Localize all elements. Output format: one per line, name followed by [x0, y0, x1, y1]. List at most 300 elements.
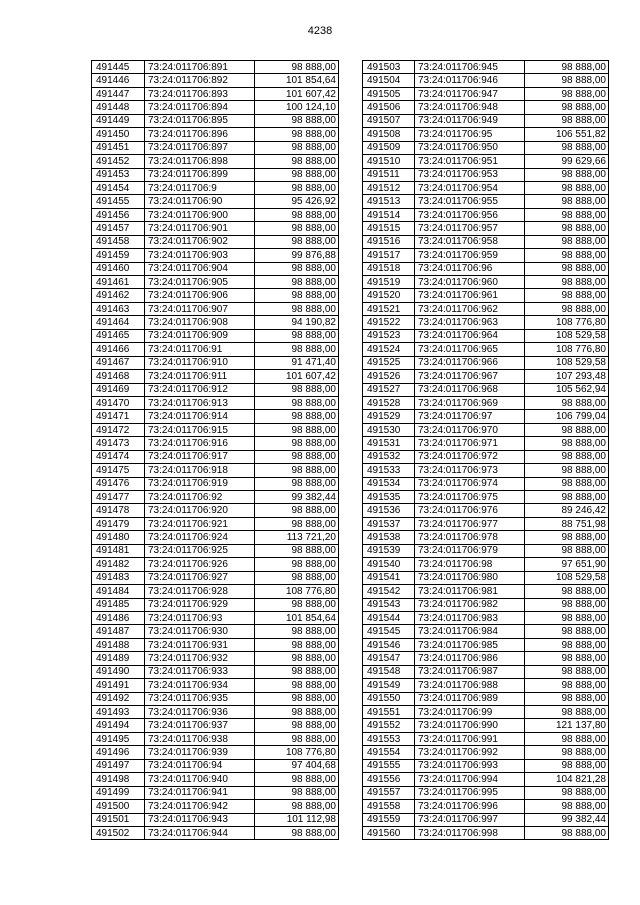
row-number-cell: 491521 [363, 302, 415, 315]
table-row [363, 706, 609, 719]
value-cell: 98 888,00 [525, 692, 609, 705]
row-number-cell: 491512 [363, 181, 415, 194]
table-row [92, 746, 339, 759]
row-number-cell: 491550 [363, 692, 415, 705]
row-number-cell: 491525 [363, 356, 415, 369]
table-row [363, 235, 609, 248]
row-number-cell: 491468 [92, 370, 145, 383]
row-number-cell: 491480 [92, 531, 145, 544]
cadastral-number-cell: 73:24:011706:990 [415, 719, 525, 732]
row-number-cell: 491511 [363, 168, 415, 181]
row-number-cell: 491464 [92, 316, 145, 329]
value-cell: 98 888,00 [525, 235, 609, 248]
value-cell: 98 888,00 [255, 692, 339, 705]
table-row [92, 87, 339, 100]
value-cell: 98 888,00 [525, 87, 609, 100]
value-cell: 98 888,00 [525, 195, 609, 208]
cadastral-number-cell: 73:24:011706:911 [145, 370, 255, 383]
row-number-cell: 491476 [92, 477, 145, 490]
row-number-cell: 491534 [363, 477, 415, 490]
cadastral-number-cell: 73:24:011706:950 [415, 141, 525, 154]
table-row [363, 719, 609, 732]
cadastral-number-cell: 73:24:011706:912 [145, 383, 255, 396]
value-cell: 101 854,64 [255, 74, 339, 87]
row-number-cell: 491506 [363, 101, 415, 114]
value-cell: 98 888,00 [255, 410, 339, 423]
value-cell: 98 888,00 [525, 181, 609, 194]
value-cell: 98 888,00 [255, 450, 339, 463]
value-cell: 98 888,00 [525, 437, 609, 450]
cadastral-number-cell: 73:24:011706:979 [415, 544, 525, 557]
table-row [92, 558, 339, 571]
table-row [363, 813, 609, 826]
table-row [92, 155, 339, 168]
value-cell: 98 888,00 [255, 558, 339, 571]
row-number-cell: 491546 [363, 638, 415, 651]
table-row [363, 222, 609, 235]
cadastral-number-cell: 73:24:011706:981 [415, 585, 525, 598]
table-row [363, 544, 609, 557]
value-cell: 98 888,00 [255, 652, 339, 665]
cadastral-number-cell: 73:24:011706:998 [415, 826, 525, 839]
row-number-cell: 491515 [363, 222, 415, 235]
cadastral-number-cell: 73:24:011706:907 [145, 302, 255, 315]
value-cell: 98 888,00 [255, 504, 339, 517]
value-cell: 99 876,88 [255, 249, 339, 262]
row-number-cell: 491460 [92, 262, 145, 275]
row-number-cell: 491467 [92, 356, 145, 369]
cadastral-number-cell: 73:24:011706:931 [145, 638, 255, 651]
row-number-cell: 491474 [92, 450, 145, 463]
cadastral-number-cell: 73:24:011706:967 [415, 370, 525, 383]
table-row [92, 235, 339, 248]
row-number-cell: 491551 [363, 706, 415, 719]
value-cell: 98 888,00 [525, 491, 609, 504]
value-cell: 98 888,00 [255, 168, 339, 181]
row-number-cell: 491457 [92, 222, 145, 235]
row-number-cell: 491472 [92, 423, 145, 436]
cadastral-number-cell: 73:24:011706:961 [415, 289, 525, 302]
row-number-cell: 491545 [363, 625, 415, 638]
value-cell: 98 888,00 [525, 786, 609, 799]
value-cell: 98 888,00 [255, 396, 339, 409]
table-row [92, 719, 339, 732]
cadastral-number-cell: 73:24:011706:969 [415, 396, 525, 409]
value-cell: 98 888,00 [525, 598, 609, 611]
table-row [92, 598, 339, 611]
row-number-cell: 491493 [92, 706, 145, 719]
value-cell: 98 888,00 [255, 302, 339, 315]
cadastral-number-cell: 73:24:011706:98 [415, 558, 525, 571]
row-number-cell: 491544 [363, 611, 415, 624]
cadastral-number-cell: 73:24:011706:942 [145, 800, 255, 813]
table-row [92, 262, 339, 275]
row-number-cell: 491553 [363, 732, 415, 745]
row-number-cell: 491541 [363, 571, 415, 584]
row-number-cell: 491509 [363, 141, 415, 154]
cadastral-number-cell: 73:24:011706:93 [145, 611, 255, 624]
table-row [92, 759, 339, 772]
cadastral-number-cell: 73:24:011706:930 [145, 625, 255, 638]
table-row [92, 128, 339, 141]
row-number-cell: 491478 [92, 504, 145, 517]
value-cell: 98 888,00 [525, 61, 609, 74]
table-row [363, 168, 609, 181]
value-cell: 99 382,44 [525, 813, 609, 826]
row-number-cell: 491484 [92, 585, 145, 598]
cadastral-number-cell: 73:24:011706:934 [145, 679, 255, 692]
row-number-cell: 491531 [363, 437, 415, 450]
table-row [92, 652, 339, 665]
row-number-cell: 491471 [92, 410, 145, 423]
value-cell: 98 888,00 [255, 141, 339, 154]
row-number-cell: 491518 [363, 262, 415, 275]
cadastral-number-cell: 73:24:011706:921 [145, 517, 255, 530]
row-number-cell: 491498 [92, 773, 145, 786]
registry-table-left [91, 60, 339, 840]
value-cell: 98 888,00 [255, 329, 339, 342]
table-row [363, 759, 609, 772]
cadastral-number-cell: 73:24:011706:903 [145, 249, 255, 262]
row-number-cell: 491554 [363, 746, 415, 759]
value-cell: 98 888,00 [255, 208, 339, 221]
cadastral-number-cell: 73:24:011706:946 [415, 74, 525, 87]
table-row [92, 706, 339, 719]
cadastral-number-cell: 73:24:011706:899 [145, 168, 255, 181]
value-cell: 104 821,28 [525, 773, 609, 786]
cadastral-number-cell: 73:24:011706:954 [415, 181, 525, 194]
row-number-cell: 491479 [92, 517, 145, 530]
row-number-cell: 491540 [363, 558, 415, 571]
cadastral-number-cell: 73:24:011706:897 [145, 141, 255, 154]
row-number-cell: 491543 [363, 598, 415, 611]
table-row [92, 665, 339, 678]
value-cell: 106 799,04 [525, 410, 609, 423]
value-cell: 108 529,58 [525, 571, 609, 584]
cadastral-number-cell: 73:24:011706:963 [415, 316, 525, 329]
value-cell: 89 246,42 [525, 504, 609, 517]
value-cell: 98 888,00 [255, 786, 339, 799]
cadastral-number-cell: 73:24:011706:914 [145, 410, 255, 423]
row-number-cell: 491556 [363, 773, 415, 786]
cadastral-number-cell: 73:24:011706:997 [415, 813, 525, 826]
table-row [92, 786, 339, 799]
cadastral-number-cell: 73:24:011706:945 [415, 61, 525, 74]
value-cell: 98 888,00 [255, 181, 339, 194]
value-cell: 98 888,00 [255, 235, 339, 248]
value-cell: 98 888,00 [255, 437, 339, 450]
value-cell: 98 888,00 [255, 625, 339, 638]
cadastral-number-cell: 73:24:011706:896 [145, 128, 255, 141]
row-number-cell: 491555 [363, 759, 415, 772]
table-row [363, 773, 609, 786]
cadastral-number-cell: 73:24:011706:956 [415, 208, 525, 221]
value-cell: 98 888,00 [525, 101, 609, 114]
row-number-cell: 491507 [363, 114, 415, 127]
cadastral-number-cell: 73:24:011706:901 [145, 222, 255, 235]
table-row [363, 800, 609, 813]
value-cell: 108 776,80 [255, 585, 339, 598]
row-number-cell: 491549 [363, 679, 415, 692]
table-row [92, 302, 339, 315]
table-row [363, 504, 609, 517]
table-row [92, 114, 339, 127]
row-number-cell: 491524 [363, 343, 415, 356]
row-number-cell: 491465 [92, 329, 145, 342]
cadastral-number-cell: 73:24:011706:978 [415, 531, 525, 544]
value-cell: 98 888,00 [525, 249, 609, 262]
cadastral-number-cell: 73:24:011706:900 [145, 208, 255, 221]
row-number-cell: 491526 [363, 370, 415, 383]
table-row [363, 585, 609, 598]
row-number-cell: 491473 [92, 437, 145, 450]
cadastral-number-cell: 73:24:011706:992 [415, 746, 525, 759]
row-number-cell: 491447 [92, 87, 145, 100]
row-number-cell: 491449 [92, 114, 145, 127]
table-row [92, 517, 339, 530]
value-cell: 98 888,00 [525, 141, 609, 154]
value-cell: 98 888,00 [525, 464, 609, 477]
registry-table-right [362, 60, 609, 840]
value-cell: 101 607,42 [255, 87, 339, 100]
value-cell: 98 888,00 [255, 638, 339, 651]
table-row [92, 571, 339, 584]
value-cell: 98 888,00 [255, 544, 339, 557]
table-row [92, 531, 339, 544]
cadastral-number-cell: 73:24:011706:944 [145, 826, 255, 839]
row-number-cell: 491453 [92, 168, 145, 181]
row-number-cell: 491548 [363, 665, 415, 678]
table-row [363, 316, 609, 329]
cadastral-number-cell: 73:24:011706:980 [415, 571, 525, 584]
cadastral-number-cell: 73:24:011706:916 [145, 437, 255, 450]
table-row [92, 611, 339, 624]
cadastral-number-cell: 73:24:011706:958 [415, 235, 525, 248]
value-cell: 98 888,00 [255, 464, 339, 477]
table-row [92, 289, 339, 302]
cadastral-number-cell: 73:24:011706:910 [145, 356, 255, 369]
table-row [92, 101, 339, 114]
cadastral-number-cell: 73:24:011706:988 [415, 679, 525, 692]
value-cell: 98 888,00 [525, 544, 609, 557]
cadastral-number-cell: 73:24:011706:893 [145, 87, 255, 100]
table-row [92, 638, 339, 651]
row-number-cell: 491505 [363, 87, 415, 100]
cadastral-number-cell: 73:24:011706:962 [415, 302, 525, 315]
table-row [92, 679, 339, 692]
cadastral-number-cell: 73:24:011706:948 [415, 101, 525, 114]
value-cell: 98 888,00 [525, 222, 609, 235]
value-cell: 100 124,10 [255, 101, 339, 114]
cadastral-number-cell: 73:24:011706:955 [415, 195, 525, 208]
row-number-cell: 491503 [363, 61, 415, 74]
row-number-cell: 491560 [363, 826, 415, 839]
row-number-cell: 491454 [92, 181, 145, 194]
cadastral-number-cell: 73:24:011706:938 [145, 732, 255, 745]
row-number-cell: 491519 [363, 276, 415, 289]
value-cell: 98 888,00 [525, 74, 609, 87]
row-number-cell: 491508 [363, 128, 415, 141]
row-number-cell: 491463 [92, 302, 145, 315]
value-cell: 108 776,80 [525, 316, 609, 329]
table-row [92, 773, 339, 786]
table-row [363, 410, 609, 423]
cadastral-number-cell: 73:24:011706:915 [145, 423, 255, 436]
value-cell: 98 888,00 [255, 517, 339, 530]
value-cell: 98 888,00 [525, 114, 609, 127]
value-cell: 98 888,00 [525, 396, 609, 409]
cadastral-number-cell: 73:24:011706:995 [415, 786, 525, 799]
value-cell: 98 888,00 [255, 773, 339, 786]
table-row [92, 800, 339, 813]
cadastral-number-cell: 73:24:011706:902 [145, 235, 255, 248]
value-cell: 98 888,00 [525, 450, 609, 463]
row-number-cell: 491456 [92, 208, 145, 221]
row-number-cell: 491500 [92, 800, 145, 813]
row-number-cell: 491528 [363, 396, 415, 409]
table-row [363, 74, 609, 87]
cadastral-number-cell: 73:24:011706:917 [145, 450, 255, 463]
cadastral-number-cell: 73:24:011706:929 [145, 598, 255, 611]
value-cell: 98 888,00 [255, 800, 339, 813]
cadastral-number-cell: 73:24:011706:891 [145, 61, 255, 74]
table-row [363, 343, 609, 356]
cadastral-number-cell: 73:24:011706:968 [415, 383, 525, 396]
row-number-cell: 491470 [92, 396, 145, 409]
table-row [92, 141, 339, 154]
row-number-cell: 491462 [92, 289, 145, 302]
table-row [363, 558, 609, 571]
row-number-cell: 491552 [363, 719, 415, 732]
table-row [92, 61, 339, 74]
row-number-cell: 491489 [92, 652, 145, 665]
value-cell: 98 888,00 [525, 638, 609, 651]
value-cell: 98 888,00 [525, 826, 609, 839]
cadastral-number-cell: 73:24:011706:966 [415, 356, 525, 369]
table-row [92, 544, 339, 557]
cadastral-number-cell: 73:24:011706:971 [415, 437, 525, 450]
value-cell: 98 888,00 [255, 732, 339, 745]
value-cell: 98 888,00 [525, 759, 609, 772]
table-row [363, 181, 609, 194]
value-cell: 101 112,98 [255, 813, 339, 826]
cadastral-number-cell: 73:24:011706:937 [145, 719, 255, 732]
cadastral-number-cell: 73:24:011706:986 [415, 652, 525, 665]
table-row [92, 343, 339, 356]
row-number-cell: 491535 [363, 491, 415, 504]
row-number-cell: 491445 [92, 61, 145, 74]
table-row [92, 625, 339, 638]
cadastral-number-cell: 73:24:011706:925 [145, 544, 255, 557]
cadastral-number-cell: 73:24:011706:959 [415, 249, 525, 262]
table-row [363, 289, 609, 302]
row-number-cell: 491523 [363, 329, 415, 342]
table-row [363, 87, 609, 100]
table-row [363, 262, 609, 275]
table-row [92, 316, 339, 329]
cadastral-number-cell: 73:24:011706:904 [145, 262, 255, 275]
value-cell: 98 888,00 [525, 652, 609, 665]
value-cell: 98 888,00 [525, 732, 609, 745]
value-cell: 98 888,00 [525, 665, 609, 678]
row-number-cell: 491517 [363, 249, 415, 262]
cadastral-number-cell: 73:24:011706:894 [145, 101, 255, 114]
value-cell: 108 776,80 [255, 746, 339, 759]
cadastral-number-cell: 73:24:011706:94 [145, 759, 255, 772]
cadastral-number-cell: 73:24:011706:905 [145, 276, 255, 289]
row-number-cell: 491481 [92, 544, 145, 557]
row-number-cell: 491557 [363, 786, 415, 799]
cadastral-number-cell: 73:24:011706:976 [415, 504, 525, 517]
value-cell: 107 293,48 [525, 370, 609, 383]
row-number-cell: 491527 [363, 383, 415, 396]
cadastral-number-cell: 73:24:011706:953 [415, 168, 525, 181]
cadastral-number-cell: 73:24:011706:943 [145, 813, 255, 826]
cadastral-number-cell: 73:24:011706:996 [415, 800, 525, 813]
value-cell: 98 888,00 [255, 679, 339, 692]
table-row [92, 74, 339, 87]
cadastral-number-cell: 73:24:011706:97 [415, 410, 525, 423]
table-row [363, 786, 609, 799]
table-row [92, 276, 339, 289]
table-row [92, 249, 339, 262]
table-row [363, 249, 609, 262]
value-cell: 97 651,90 [525, 558, 609, 571]
row-number-cell: 491538 [363, 531, 415, 544]
cadastral-number-cell: 73:24:011706:941 [145, 786, 255, 799]
row-number-cell: 491487 [92, 625, 145, 638]
table-row [363, 611, 609, 624]
table-row [363, 692, 609, 705]
cadastral-number-cell: 73:24:011706:947 [415, 87, 525, 100]
cadastral-number-cell: 73:24:011706:972 [415, 450, 525, 463]
table-row [363, 276, 609, 289]
row-number-cell: 491492 [92, 692, 145, 705]
row-number-cell: 491450 [92, 128, 145, 141]
cadastral-number-cell: 73:24:011706:920 [145, 504, 255, 517]
value-cell: 98 888,00 [255, 423, 339, 436]
table-row [363, 383, 609, 396]
cadastral-number-cell: 73:24:011706:951 [415, 155, 525, 168]
table-row [363, 61, 609, 74]
table-row [363, 732, 609, 745]
value-cell: 91 471,40 [255, 356, 339, 369]
table-row [92, 396, 339, 409]
value-cell: 98 888,00 [255, 114, 339, 127]
table-row [92, 410, 339, 423]
table-row [363, 101, 609, 114]
table-row [92, 450, 339, 463]
table-row [92, 181, 339, 194]
cadastral-number-cell: 73:24:011706:985 [415, 638, 525, 651]
value-cell: 98 888,00 [255, 276, 339, 289]
cadastral-number-cell: 73:24:011706:96 [415, 262, 525, 275]
row-number-cell: 491491 [92, 679, 145, 692]
value-cell: 98 888,00 [525, 706, 609, 719]
row-number-cell: 491496 [92, 746, 145, 759]
value-cell: 95 426,92 [255, 195, 339, 208]
value-cell: 99 382,44 [255, 491, 339, 504]
value-cell: 108 776,80 [525, 343, 609, 356]
table-row [363, 638, 609, 651]
cadastral-number-cell: 73:24:011706:973 [415, 464, 525, 477]
row-number-cell: 491494 [92, 719, 145, 732]
row-number-cell: 491502 [92, 826, 145, 839]
cadastral-number-cell: 73:24:011706:936 [145, 706, 255, 719]
cadastral-number-cell: 73:24:011706:982 [415, 598, 525, 611]
value-cell: 98 888,00 [525, 276, 609, 289]
table-row [363, 477, 609, 490]
